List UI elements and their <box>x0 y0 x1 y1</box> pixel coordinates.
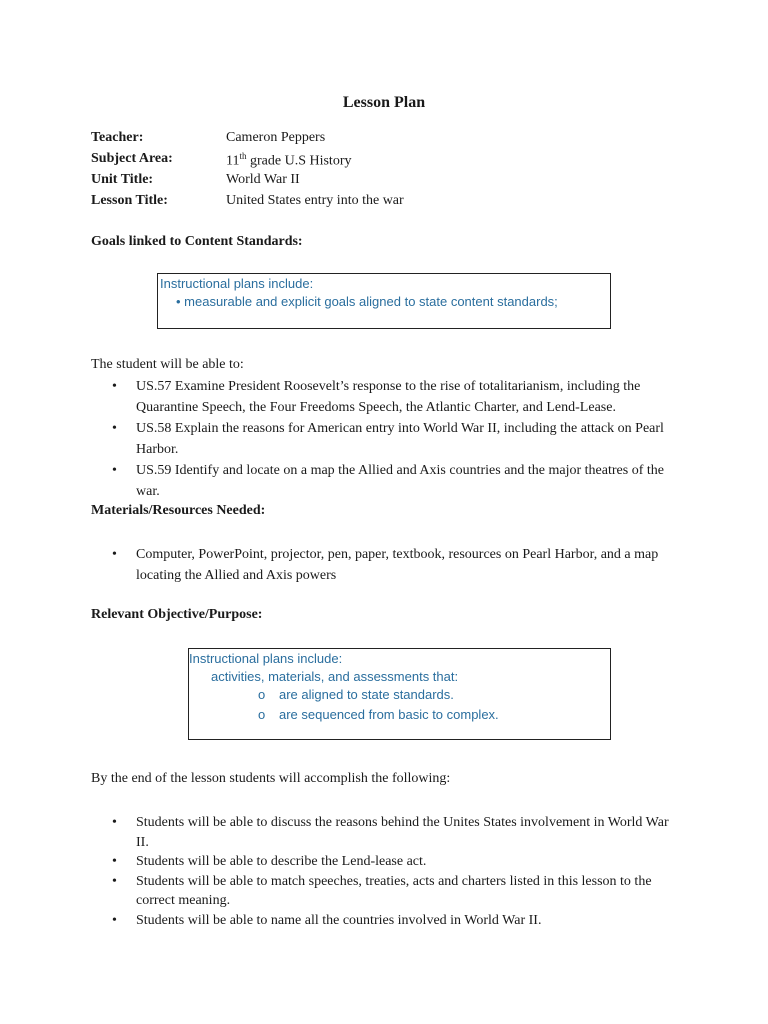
subject-grade-suffix: th <box>239 151 247 161</box>
subject-grade: 11 <box>226 153 240 169</box>
page-title: Lesson Plan <box>342 94 426 111</box>
bullet-icon: • <box>112 379 117 394</box>
list-item <box>91 852 681 872</box>
box1-line1: Instructional plans include: <box>160 276 314 291</box>
bullet-icon: • <box>112 873 117 889</box>
list-item-text: Students will be able to discuss the reasons behind the Unites States involvement in World War II. <box>136 815 669 850</box>
swbat-intro: The student will be able to: <box>91 357 244 372</box>
bullet-icon: • <box>112 421 117 436</box>
subject-value <box>226 151 352 170</box>
lesson-value: United States entry into the war <box>226 193 404 208</box>
list-item <box>91 872 681 911</box>
list-item <box>91 419 681 460</box>
list-item <box>91 911 681 931</box>
list-item <box>91 461 681 502</box>
instructional-note-box-2 <box>188 648 611 740</box>
list-item-text: Students will be able to name all the countries involved in World War II. <box>136 912 542 928</box>
teacher-label: Teacher: <box>91 130 144 145</box>
list-item <box>91 545 681 586</box>
box2-line2: activities, materials, and assessments that: <box>211 669 459 684</box>
bullet-icon: • <box>112 463 117 478</box>
list-item-text: US.59 Identify and locate on a map the Allied and Axis countries and the major theatres of the war. <box>136 463 664 499</box>
list-item-text: Students will be able to match speeches, treaties, acts and charters listed in this lesson to the correct meaning. <box>136 873 652 908</box>
objective-heading: Relevant Objective/Purpose: <box>91 607 263 622</box>
circle-bullet-icon: o <box>258 707 266 722</box>
box2-item-a: are aligned to state standards. <box>279 687 454 702</box>
circle-bullet-icon: o <box>258 687 266 702</box>
list-item-text: Computer, PowerPoint, projector, pen, paper, textbook, resources on Pearl Harbor, and a map locating the Allied and Axis powers <box>136 547 659 583</box>
lesson-label: Lesson Title: <box>91 193 168 208</box>
list-item <box>91 813 681 852</box>
subject-label: Subject Area: <box>91 151 173 166</box>
list-item-text: Students will be able to describe the Lend-lease act. <box>136 854 427 869</box>
bullet-icon: • <box>112 854 117 869</box>
instructional-note-box <box>157 273 611 329</box>
goals-heading: Goals linked to Content Standards: <box>91 234 303 249</box>
unit-label: Unit Title: <box>91 172 154 187</box>
bullet-icon: • <box>112 547 117 562</box>
outcomes-list <box>91 813 681 930</box>
standards-list <box>91 377 681 503</box>
subject-rest: grade U.S History <box>246 153 352 169</box>
outcomes-intro: By the end of the lesson students will accomplish the following: <box>91 771 451 786</box>
box2-line1: Instructional plans include: <box>189 651 343 666</box>
box2-item-b: are sequenced from basic to complex. <box>279 707 499 722</box>
bullet-icon: • <box>112 815 117 830</box>
box1-line2: • measurable and explicit goals aligned to state content standards; <box>176 294 558 309</box>
unit-value: World War II <box>226 172 300 187</box>
bullet-icon: • <box>112 912 117 928</box>
list-item <box>91 377 681 418</box>
teacher-value: Cameron Peppers <box>226 130 326 145</box>
list-item-text: US.57 Examine President Roosevelt’s response to the rise of totalitarianism, including the Quarantine Speech, the Four Freedoms Speech, the Atlantic Charter, and Lend-Lease. <box>136 379 641 415</box>
materials-list <box>91 545 681 587</box>
materials-heading: Materials/Resources Needed: <box>91 503 266 518</box>
list-item-text: US.58 Explain the reasons for American entry into World War II, including the attack on Pearl Harbor. <box>136 421 664 457</box>
